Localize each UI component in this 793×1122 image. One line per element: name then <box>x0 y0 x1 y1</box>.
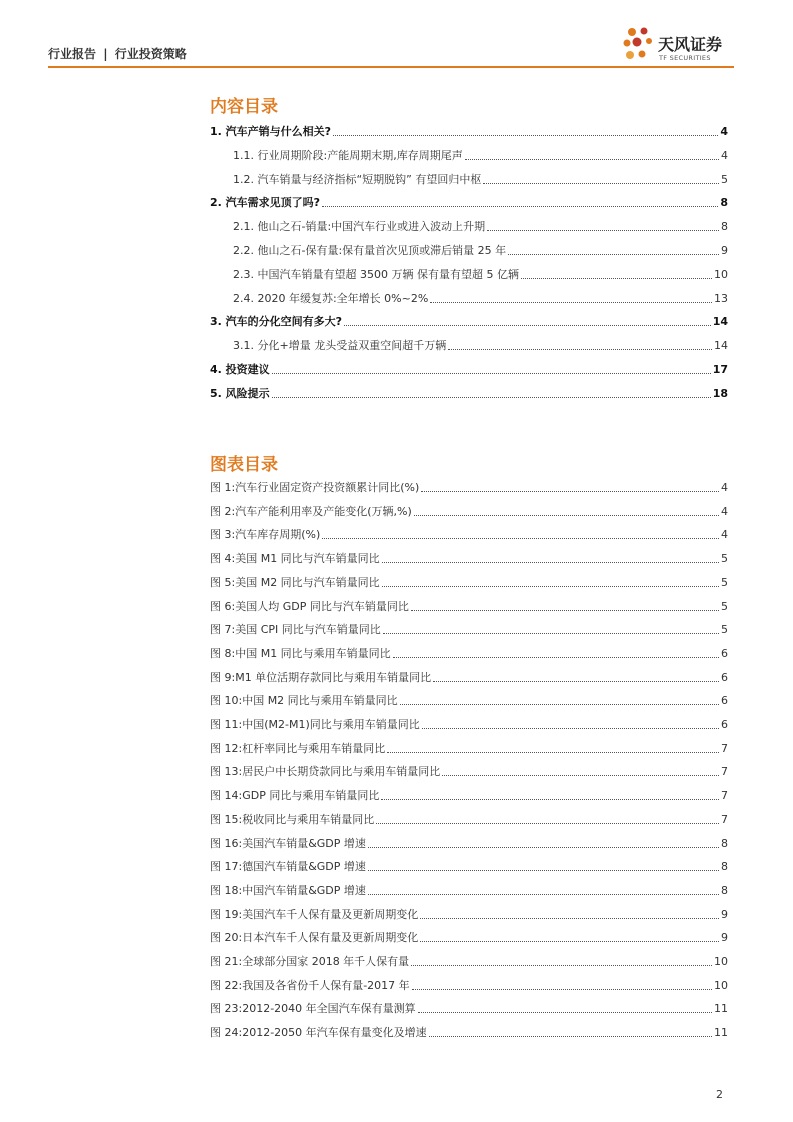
entry-page-number: 17 <box>712 363 728 376</box>
dot-leader <box>422 728 719 729</box>
figure-entry[interactable] <box>210 906 728 924</box>
dot-leader <box>393 657 719 658</box>
dot-leader <box>418 1012 712 1013</box>
entry-title: 图 9:M1 单位活期存款同比与乘用车销量同比 <box>210 670 432 684</box>
entry-page-number: 8 <box>720 196 728 210</box>
dot-leader <box>368 870 719 871</box>
dot-leader <box>368 847 719 848</box>
dot-leader <box>448 349 712 350</box>
entry-title: 图 23:2012-2040 年全国汽车保有量测算 <box>210 1002 416 1016</box>
dot-leader <box>420 918 719 919</box>
entry-page-number: 8 <box>721 220 728 234</box>
dot-leader <box>333 135 718 136</box>
entry-page-number: 4 <box>721 528 728 542</box>
dot-leader <box>421 491 719 492</box>
tf-securities-logo <box>622 26 734 64</box>
breadcrumb <box>48 45 187 62</box>
dot-leader <box>420 941 719 942</box>
entry-title: 2.1. 他山之石-销量:中国汽车行业或进入波动上升期 <box>233 220 486 234</box>
entry-title: 2.3. 中国汽车销量有望超 3500 万辆 保有量有望超 5 亿辆 <box>233 267 519 281</box>
header-divider <box>48 66 734 68</box>
dot-leader <box>429 1036 712 1037</box>
entry-page-number: 8 <box>721 836 728 850</box>
dot-leader <box>465 159 719 160</box>
entry-title: 图 17:德国汽车销量&GDP 增速 <box>210 860 366 874</box>
toc-entry[interactable] <box>210 123 728 141</box>
entry-page-number: 14 <box>714 339 728 353</box>
entry-page-number: 11 <box>714 1026 728 1040</box>
entry-page-number: 7 <box>721 789 728 803</box>
toc-entry[interactable] <box>233 290 728 308</box>
toc-entry[interactable] <box>233 218 728 236</box>
dot-leader <box>430 302 712 303</box>
entry-title: 1.2. 汽车销量与经济指标“短期脱钩” 有望回归中枢 <box>233 172 482 186</box>
entry-title: 图 10:中国 M2 同比与乘用车销量同比 <box>210 694 398 708</box>
entry-page-number: 5 <box>721 575 728 589</box>
dot-leader <box>382 562 719 563</box>
entry-page-number: 11 <box>714 1002 728 1016</box>
toc-entry[interactable] <box>233 242 728 260</box>
flower-logo-icon <box>622 26 658 64</box>
entry-title: 图 21:全球部分国家 2018 年千人保有量 <box>210 955 410 968</box>
entry-title: 图 4:美国 M1 同比与汽车销量同比 <box>210 552 380 566</box>
dot-leader <box>414 515 719 516</box>
toc-entry[interactable] <box>210 385 728 403</box>
entry-page-number: 9 <box>721 907 728 921</box>
dot-leader <box>487 230 719 231</box>
dot-leader <box>382 586 719 587</box>
figure-entry[interactable] <box>210 526 728 544</box>
figure-entry[interactable] <box>210 953 728 971</box>
entry-page-number: 4 <box>721 481 728 494</box>
entry-title: 图 8:中国 M1 同比与乘用车销量同比 <box>210 646 391 660</box>
figure-entry[interactable] <box>210 929 728 947</box>
figure-entry[interactable] <box>210 787 728 805</box>
entry-title: 图 1:汽车行业固定资产投资额累计同比(%) <box>210 481 420 494</box>
logo-text-en: TF SECURITIES <box>659 54 711 62</box>
entry-page-number: 14 <box>712 315 728 329</box>
entry-page-number: 10 <box>714 267 728 281</box>
dot-leader <box>376 823 719 824</box>
entry-title: 2.4. 2020 年缓复苏:全年增长 0%~2% <box>233 291 429 305</box>
entry-page-number: 6 <box>721 670 728 684</box>
entry-page-number: 7 <box>721 741 728 755</box>
figure-entry[interactable] <box>210 479 728 497</box>
page-number: 2 <box>716 1088 723 1101</box>
entry-page-number: 10 <box>714 978 728 992</box>
entry-title: 图 7:美国 CPI 同比与汽车销量同比 <box>210 623 381 637</box>
entry-title: 图 18:中国汽车销量&GDP 增速 <box>210 883 366 897</box>
entry-page-number: 18 <box>712 386 728 400</box>
figure-entry[interactable] <box>210 692 728 710</box>
figure-entry[interactable] <box>210 763 728 781</box>
dot-leader <box>272 397 711 398</box>
entry-page-number: 6 <box>721 694 728 708</box>
entry-page-number: 4 <box>721 504 728 518</box>
figure-entry[interactable] <box>210 598 728 616</box>
toc-entry[interactable] <box>210 313 728 331</box>
entry-title: 图 24:2012-2050 年汽车保有量变化及增速 <box>210 1026 427 1040</box>
figures-title: 图表目录 <box>210 455 278 475</box>
dot-leader <box>383 633 719 634</box>
entry-title: 图 19:美国汽车千人保有量及更新周期变化 <box>210 907 419 921</box>
entry-title: 2.2. 他山之石-保有量:保有量首次见顶或滞后销量 25 年 <box>233 244 507 257</box>
dot-leader <box>433 681 719 682</box>
dot-leader <box>411 965 712 966</box>
dot-leader <box>381 799 719 800</box>
toc-title: 内容目录 <box>210 97 278 117</box>
entry-title: 1.1. 行业周期阶段:产能周期末期,库存周期尾声 <box>233 148 463 162</box>
entry-title: 图 6:美国人均 GDP 同比与汽车销量同比 <box>210 599 409 613</box>
dot-leader <box>411 610 719 611</box>
entry-title: 2. 汽车需求见顶了吗? <box>210 196 321 210</box>
figure-entry[interactable] <box>210 1000 728 1018</box>
entry-title: 4. 投资建议 <box>210 363 270 376</box>
entry-title: 1. 汽车产销与什么相关? <box>210 125 332 138</box>
entry-title: 图 20:日本汽车千人保有量及更新周期变化 <box>210 931 419 945</box>
figure-entry[interactable] <box>210 574 728 592</box>
entry-title: 5. 风险提示 <box>210 386 270 400</box>
entry-title: 3.1. 分化+增量 龙头受益双重空间超千万辆 <box>233 339 447 353</box>
entry-title: 图 14:GDP 同比与乘用车销量同比 <box>210 789 380 803</box>
entry-page-number: 8 <box>721 883 728 897</box>
figure-entry[interactable] <box>210 835 728 853</box>
entry-title: 图 2:汽车产能利用率及产能变化(万辆,%) <box>210 504 412 518</box>
entry-page-number: 5 <box>721 552 728 566</box>
dot-leader <box>483 183 719 184</box>
entry-page-number: 13 <box>714 291 728 305</box>
figure-entry[interactable] <box>210 645 728 663</box>
toc-entry[interactable] <box>233 171 728 189</box>
dot-leader <box>442 775 719 776</box>
dot-leader <box>272 373 711 374</box>
entry-page-number: 7 <box>721 812 728 826</box>
entry-page-number: 7 <box>721 765 728 779</box>
entry-title: 图 16:美国汽车销量&GDP 增速 <box>210 836 366 850</box>
toc-entry[interactable] <box>210 361 728 379</box>
toc-entry[interactable] <box>233 147 728 165</box>
dot-leader <box>322 206 718 207</box>
figure-entry[interactable] <box>210 503 728 521</box>
entry-page-number: 5 <box>721 623 728 637</box>
entry-title: 图 22:我国及各省份千人保有量-2017 年 <box>210 978 410 992</box>
toc-entry[interactable] <box>210 194 728 212</box>
dot-leader <box>322 538 719 539</box>
dot-leader <box>521 278 712 279</box>
figure-entry[interactable] <box>210 882 728 900</box>
entry-title: 图 15:税收同比与乘用车销量同比 <box>210 812 375 826</box>
figure-entry[interactable] <box>210 621 728 639</box>
toc-entry[interactable] <box>233 337 728 355</box>
dot-leader <box>400 704 719 705</box>
logo-text-cn: 天风证券 <box>658 35 723 54</box>
dot-leader <box>412 989 712 990</box>
entry-title: 3. 汽车的分化空间有多大? <box>210 315 343 329</box>
entry-page-number: 6 <box>721 646 728 660</box>
dot-leader <box>508 254 719 255</box>
figure-entry[interactable] <box>210 669 728 687</box>
entry-page-number: 5 <box>721 599 728 613</box>
dot-leader <box>368 894 719 895</box>
figure-entry[interactable] <box>210 716 728 734</box>
entry-title: 图 12:杠杆率同比与乘用车销量同比 <box>210 741 386 755</box>
figure-entry[interactable] <box>210 550 728 568</box>
entry-page-number: 5 <box>721 172 728 186</box>
entry-title: 图 11:中国(M2-M1)同比与乘用车销量同比 <box>210 718 420 731</box>
figure-entry[interactable] <box>210 858 728 876</box>
entry-page-number: 8 <box>721 860 728 874</box>
entry-page-number: 10 <box>714 955 728 968</box>
toc-entry[interactable] <box>233 266 728 284</box>
report-type: 行业报告 <box>48 47 97 61</box>
entry-page-number: 9 <box>721 931 728 945</box>
entry-page-number: 9 <box>721 244 728 257</box>
entry-page-number: 4 <box>721 148 728 162</box>
figure-entry[interactable] <box>210 977 728 995</box>
breadcrumb-separator: | <box>103 47 108 61</box>
entry-page-number: 6 <box>721 718 728 731</box>
report-subtype: 行业投资策略 <box>114 47 187 61</box>
entry-title: 图 5:美国 M2 同比与汽车销量同比 <box>210 575 380 589</box>
figure-entry[interactable] <box>210 1024 728 1042</box>
figure-entry[interactable] <box>210 811 728 829</box>
entry-page-number: 4 <box>720 125 728 138</box>
entry-title: 图 3:汽车库存周期(%) <box>210 528 321 542</box>
figure-entry[interactable] <box>210 740 728 758</box>
entry-title: 图 13:居民户中长期贷款同比与乘用车销量同比 <box>210 765 441 779</box>
dot-leader <box>344 325 711 326</box>
dot-leader <box>387 752 719 753</box>
